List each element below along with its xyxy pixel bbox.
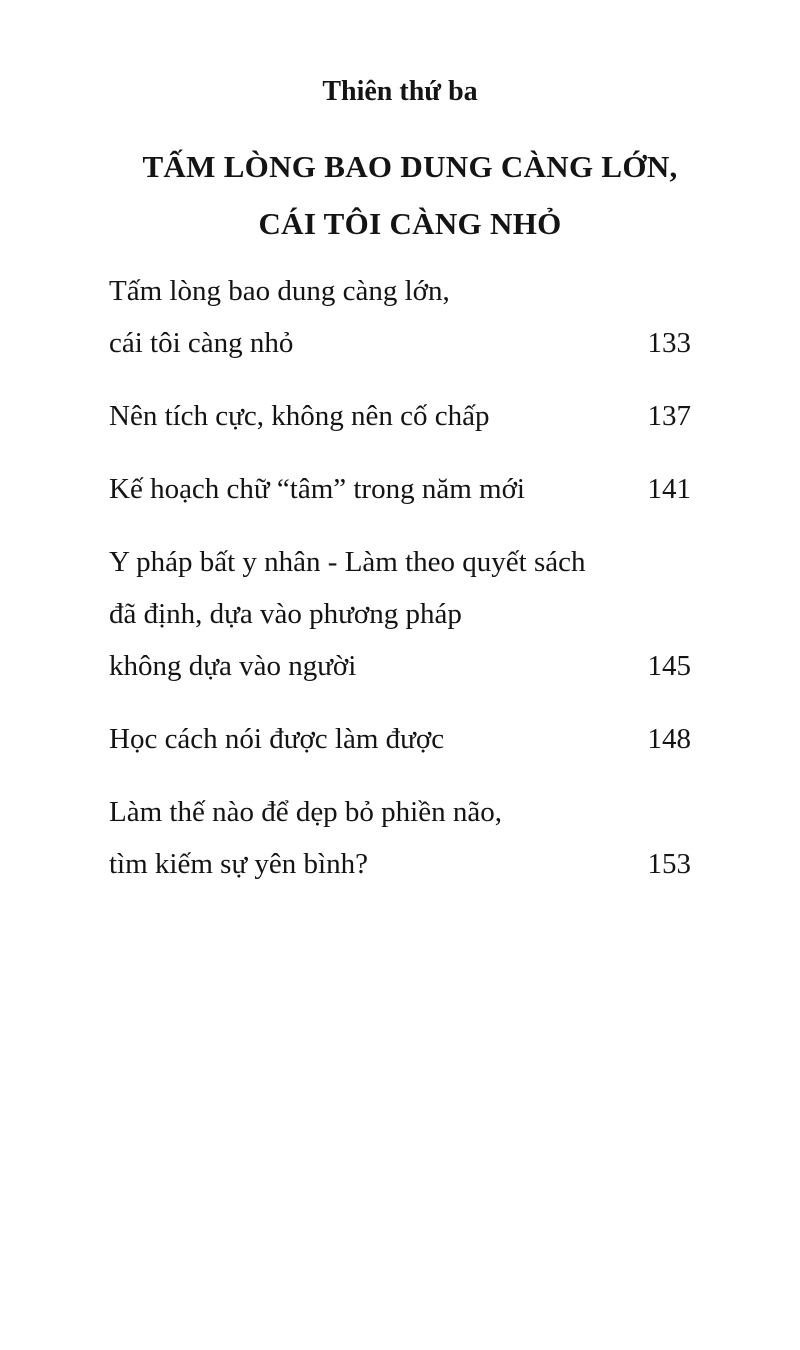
toc-entry-page-number: 145 xyxy=(647,650,691,682)
table-of-contents xyxy=(109,265,691,911)
toc-entry-page-number: 141 xyxy=(647,473,691,505)
toc-entry xyxy=(109,713,691,765)
toc-entry-page-number: 153 xyxy=(647,848,691,880)
toc-entry-title-line: Kế hoạch chữ “tâm” trong năm mới xyxy=(109,473,525,505)
section-title-line-2: CÁI TÔI CÀNG NHỎ xyxy=(258,206,562,241)
toc-entry-title-line: Làm thế nào để dẹp bỏ phiền não, xyxy=(109,796,502,828)
toc-entry-title-line: tìm kiếm sự yên bình? xyxy=(109,848,368,880)
toc-entry-page-number: 148 xyxy=(647,723,691,755)
section-title xyxy=(0,138,800,252)
part-label: Thiên thứ ba xyxy=(322,76,478,107)
toc-entry xyxy=(109,536,691,692)
toc-entry-title-line: cái tôi càng nhỏ xyxy=(109,327,294,359)
toc-entry-page-number: 133 xyxy=(647,327,691,359)
toc-entry xyxy=(109,463,691,515)
toc-entry-page-number: 137 xyxy=(647,400,691,432)
toc-entry xyxy=(109,390,691,442)
toc-entry-title-line: không dựa vào người xyxy=(109,650,357,682)
toc-entry xyxy=(109,786,691,890)
toc-entry-title-line: Y pháp bất y nhân - Làm theo quyết sách xyxy=(109,546,586,578)
toc-entry-title-line: Tấm lòng bao dung càng lớn, xyxy=(109,275,450,307)
toc-entry-title-line: đã định, dựa vào phương pháp xyxy=(109,598,462,630)
toc-entry-title-line: Học cách nói được làm được xyxy=(109,723,445,755)
section-title-line-1: TẤM LÒNG BAO DUNG CÀNG LỚN, xyxy=(142,149,678,184)
toc-entry-title-line: Nên tích cực, không nên cố chấp xyxy=(109,400,490,432)
toc-entry xyxy=(109,265,691,369)
